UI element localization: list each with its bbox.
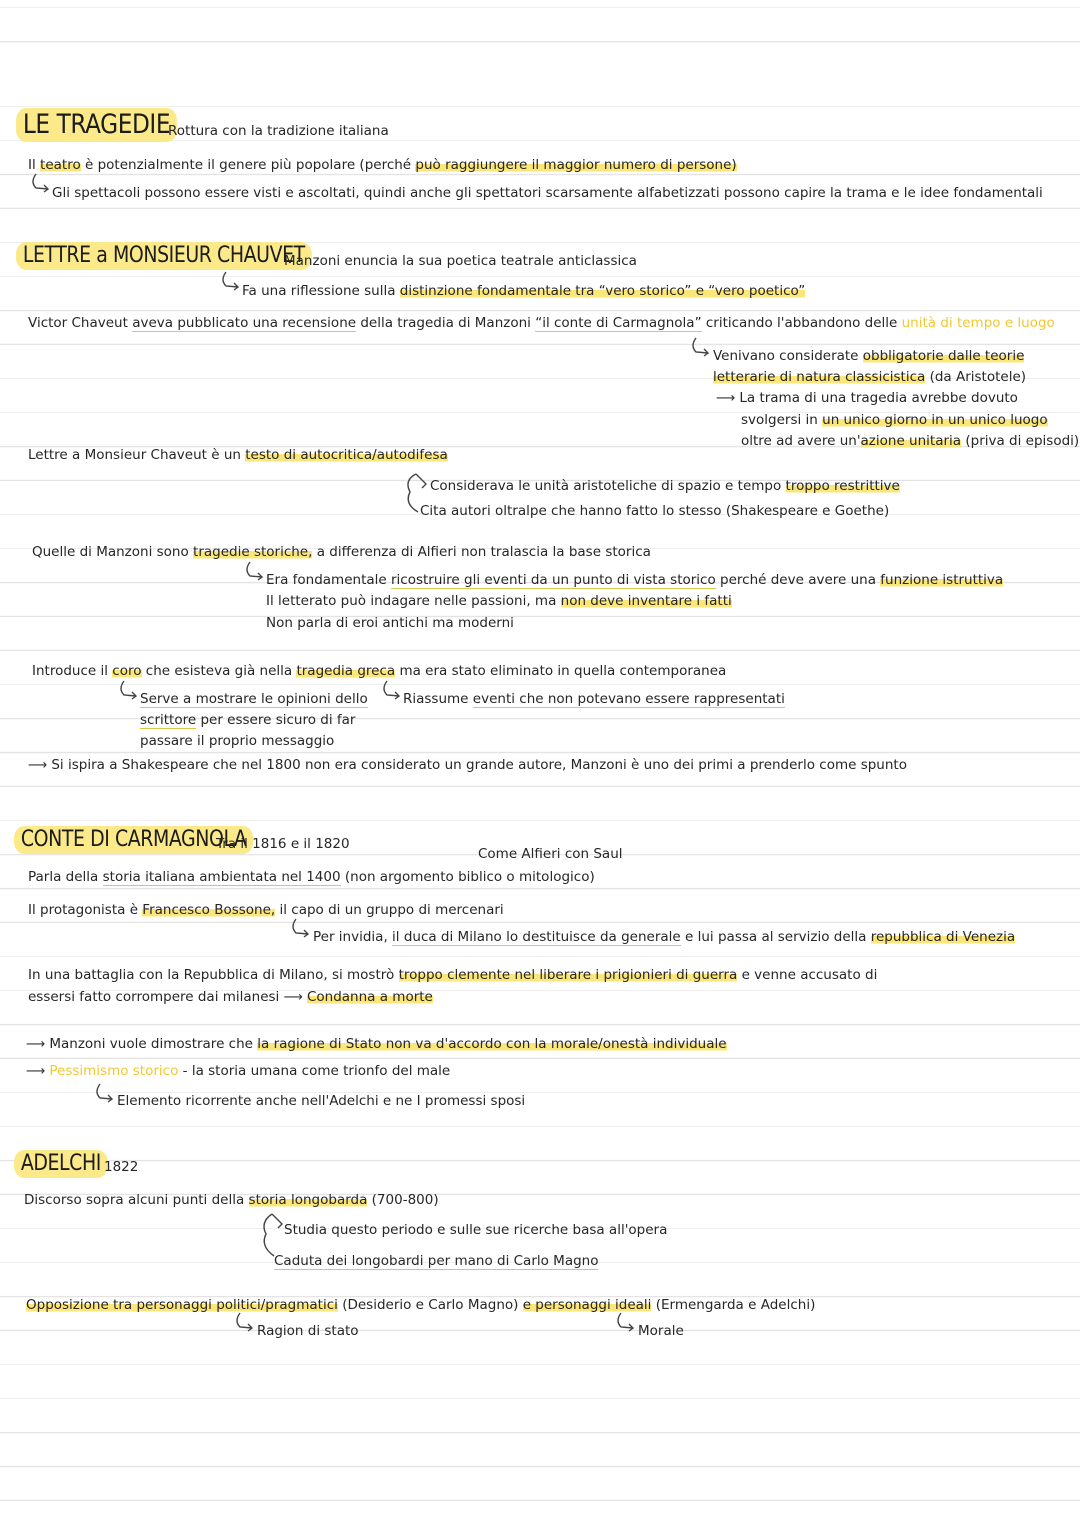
text-line: essersi fatto corrompere dai milanesi ⟶ Condanna a morte <box>28 989 433 1005</box>
arrow-right-icon: ⟶ <box>28 757 48 773</box>
text-line: Introduce il coro che esisteva già nella tragedia greca ma era stato eliminato in quella contemporanea <box>32 663 727 679</box>
hook-arrow-icon <box>30 172 52 192</box>
text-line: Per invidia, il duca di Milano lo destituisce da generale e lui passa al servizio della repubblica di Venezia <box>313 929 1016 945</box>
text-line: Non parla di eroi antichi ma moderni <box>266 615 514 631</box>
text-line: Il protagonista è Francesco Bossone, il capo di un gruppo di mercenari <box>28 902 504 918</box>
text-line: Caduta dei longobardi per mano di Carlo Magno <box>274 1253 599 1269</box>
subtitle-tragedie: Rottura con la tradizione italiana <box>168 123 389 139</box>
hook-arrow-icon <box>690 336 712 356</box>
arrow-right-icon: ⟶ <box>26 1036 46 1052</box>
text-line: Discorso sopra alcuni punti della storia longobarda (700-800) <box>24 1192 439 1208</box>
hook-arrow-icon <box>290 917 312 937</box>
hook-arrow-icon <box>94 1082 116 1102</box>
text-line: Ragion di stato <box>257 1323 359 1339</box>
date-conte: Tra il 1816 e il 1820 <box>216 836 350 852</box>
text-line: svolgersi in un unico giorno in un unico luogo <box>741 412 1048 428</box>
text-line: Cita autori oltralpe che hanno fatto lo stesso (Shakespeare e Goethe) <box>420 503 890 519</box>
date-adelchi: 1822 <box>104 1159 139 1175</box>
subtitle-lettre: Manzoni enuncia la sua poetica teatrale anticlassica <box>284 253 637 269</box>
heading-conte-carmagnola: CONTE DI CARMAGNOLA <box>14 826 253 854</box>
heading-le-tragedie: LE TRAGEDIE <box>16 108 177 142</box>
text-line: Quelle di Manzoni sono tragedie storiche, a differenza di Alfieri non tralascia la base storica <box>32 544 651 560</box>
arrow-right-icon: ⟶ <box>283 989 303 1005</box>
text-line: Il letterato può indagare nelle passioni, ma non deve inventare i fatti <box>266 593 732 609</box>
text-line: Come Alfieri con Saul <box>478 846 623 862</box>
text-line: oltre ad avere un'azione unitaria (priva di episodi) <box>741 433 1080 449</box>
text-line: Riassume eventi che non potevano essere rappresentati <box>403 691 785 707</box>
text-line: scrittore per essere sicuro di far <box>140 712 356 728</box>
text-line: Serve a mostrare le opinioni dello <box>140 691 368 707</box>
heading-lettre-chauvet: LETTRE a MONSIEUR CHAUVET <box>16 242 312 270</box>
hook-arrow-icon <box>381 679 403 699</box>
text-line: Venivano considerate obbligatorie dalle teorie <box>713 348 1025 364</box>
hook-arrow-icon <box>118 679 140 699</box>
arrow-right-icon: ⟶ <box>26 1063 46 1079</box>
text-line: Considerava le unità aristoteliche di spazio e tempo troppo restrittive <box>430 478 900 494</box>
hook-arrow-icon <box>220 270 242 290</box>
text-line: In una battaglia con la Repubblica di Milano, si mostrò troppo clemente nel liberare i prigionieri di guerra e venne accusato di <box>28 967 878 983</box>
text-line: Il teatro è potenzialmente il genere più popolare (perché può raggiungere il maggior numero di persone) <box>28 157 737 173</box>
text-line: Fa una riflessione sulla distinzione fondamentale tra “vero storico” e “vero poetico” <box>242 283 806 299</box>
text-line: ⟶ Pessimismo storico - la storia umana come trionfo del male <box>26 1063 451 1079</box>
text-line: Victor Chaveut aveva pubblicato una recensione della tragedia di Manzoni “il conte di Carmagnola” criticando l'abbandono delle unità di tempo e luogo <box>28 315 1055 331</box>
text-line: Gli spettacoli possono essere visti e ascoltati, quindi anche gli spettatori scarsamente alfabetizzati possono capire la trama e le idee fondamentali <box>52 185 1043 201</box>
text-line: Morale <box>638 1323 684 1339</box>
text-line: passare il proprio messaggio <box>140 733 335 749</box>
text-line: Era fondamentale ricostruire gli eventi da un punto di vista storico perché deve avere una funzione istruttiva <box>266 572 1004 588</box>
text-line: Parla della storia italiana ambientata nel 1400 (non argomento biblico o mitologico) <box>28 869 595 885</box>
text-line: letterarie di natura classicistica (da Aristotele) <box>713 369 1027 385</box>
text-line: Elemento ricorrente anche nell'Adelchi e ne I promessi sposi <box>117 1093 526 1109</box>
text-line: ⟶ La trama di una tragedia avrebbe dovuto <box>716 390 1018 406</box>
hook-arrow-icon <box>244 560 266 580</box>
hook-arrow-icon <box>234 1311 256 1331</box>
heading-adelchi: ADELCHI <box>14 1150 108 1178</box>
text-line: Lettre a Monsieur Chaveut è un testo di autocritica/autodifesa <box>28 447 448 463</box>
arrow-right-icon: ⟶ <box>716 390 736 406</box>
hook-arrow-icon <box>615 1311 637 1331</box>
text-line: ⟶ Si ispira a Shakespeare che nel 1800 non era considerato un grande autore, Manzoni è uno dei primi a prenderlo come spunto <box>28 757 907 773</box>
text-line: Studia questo periodo e sulle sue ricerche basa all'opera <box>284 1222 668 1238</box>
text-line: Opposizione tra personaggi politici/pragmatici (Desiderio e Carlo Magno) e personaggi ideali (Ermengarda e Adelchi) <box>26 1297 816 1313</box>
text-line: ⟶ Manzoni vuole dimostrare che la ragione di Stato non va d'accordo con la morale/onestà individuale <box>26 1036 727 1052</box>
